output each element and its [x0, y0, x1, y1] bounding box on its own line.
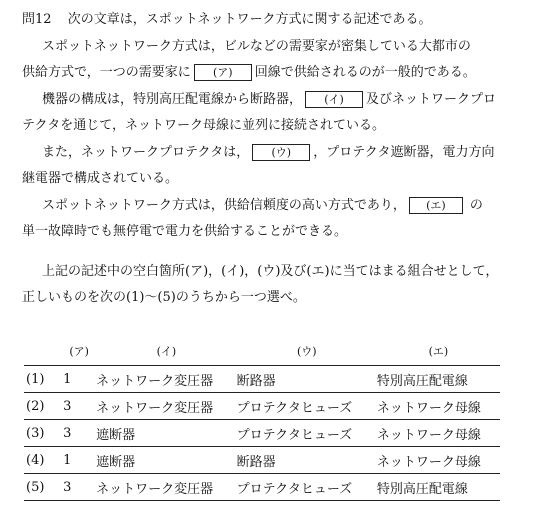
paragraph-4-line-1: スポットネットワーク方式は，供給信頼度の高い方式であり， (エ) の [42, 198, 483, 213]
table-cell: 遮断器 [96, 447, 236, 474]
blank-e: (エ) [409, 197, 463, 214]
table-row[interactable] [24, 447, 500, 474]
table-cell: 特別高圧配電線 [377, 366, 500, 393]
choice-number: (5) [24, 474, 57, 501]
table-cell: ネットワーク変圧器 [96, 366, 236, 393]
paragraph-2-line-2: テクタを通じて，ネットワーク母線に並列に接続されている。 [22, 118, 385, 133]
paragraph-3-line-1: また，ネットワークプロテクタは， (ウ) ，プロテクタ遮断器，電力方向 [42, 145, 495, 160]
blank-i: (イ) [305, 91, 363, 108]
table-row[interactable] [24, 420, 500, 447]
table-cell: 3 [57, 474, 96, 501]
table-cell: ネットワーク母線 [377, 393, 500, 420]
table-cell: プロテクタヒューズ [237, 474, 377, 501]
table-row[interactable] [24, 366, 500, 393]
table-header-cell: (ウ) [296, 345, 317, 358]
table-header-cell [24, 337, 57, 366]
table-row[interactable] [24, 474, 500, 501]
table-cell: ネットワーク変圧器 [96, 393, 236, 420]
table-cell: 遮断器 [96, 420, 236, 447]
paragraph-4-line-2: 単一故障時でも無停電で電力を供給することができる。 [22, 224, 348, 239]
instruction-line-1: 上記の記述中の空白箇所(ア)，(イ)，(ウ)及び(エ)に当てはまる組合せとして， [42, 264, 499, 279]
question-intro: 次の文章は，スポットネットワーク方式に関する記述である。 [67, 12, 432, 27]
choice-number: (2) [24, 393, 57, 420]
table-cell: プロテクタヒューズ [237, 393, 377, 420]
choice-number: (4) [24, 447, 57, 474]
table-cell: 1 [57, 447, 96, 474]
blank-u: (ウ) [252, 144, 310, 161]
paragraph-2-line-1: 機器の構成は，特別高圧配電線から断路器， (イ) 及びネットワークプロ [42, 92, 497, 107]
table-row[interactable] [24, 393, 500, 420]
table-cell: 特別高圧配電線 [377, 474, 500, 501]
table-cell: プロテクタヒューズ [237, 420, 377, 447]
choice-number: (3) [24, 420, 57, 447]
choice-number: (1) [24, 366, 57, 393]
paragraph-1-line-2: 供給方式で，一つの需要家に (ア) 回線で供給されるのが一般的である。 [22, 65, 476, 80]
table-header-cell: (イ) [156, 345, 177, 358]
paragraph-1-line-1: スポットネットワーク方式は，ビルなどの需要家が密集している大都市の [42, 39, 471, 54]
table-header-row [24, 337, 500, 366]
table-cell: ネットワーク変圧器 [96, 474, 236, 501]
answer-choices-table [24, 337, 500, 501]
blank-a: (ア) [194, 64, 252, 81]
table-header-cell: (エ) [428, 345, 449, 358]
paragraph-3-line-2: 継電器で構成されている。 [22, 171, 179, 186]
table-cell: 3 [57, 420, 96, 447]
table-cell: ネットワーク母線 [377, 447, 500, 474]
table-cell: 断路器 [237, 447, 377, 474]
instruction-line-2: 正しいものを次の(1)～(5)のうちから一つ選べ。 [22, 290, 306, 305]
table-cell: 断路器 [237, 366, 377, 393]
table-cell: ネットワーク母線 [377, 420, 500, 447]
table-cell: 3 [57, 393, 96, 420]
table-cell: 1 [57, 366, 96, 393]
table-header-cell: (ア) [69, 345, 89, 358]
question-line-1 [22, 11, 432, 29]
question-number: 問12 [22, 12, 52, 27]
